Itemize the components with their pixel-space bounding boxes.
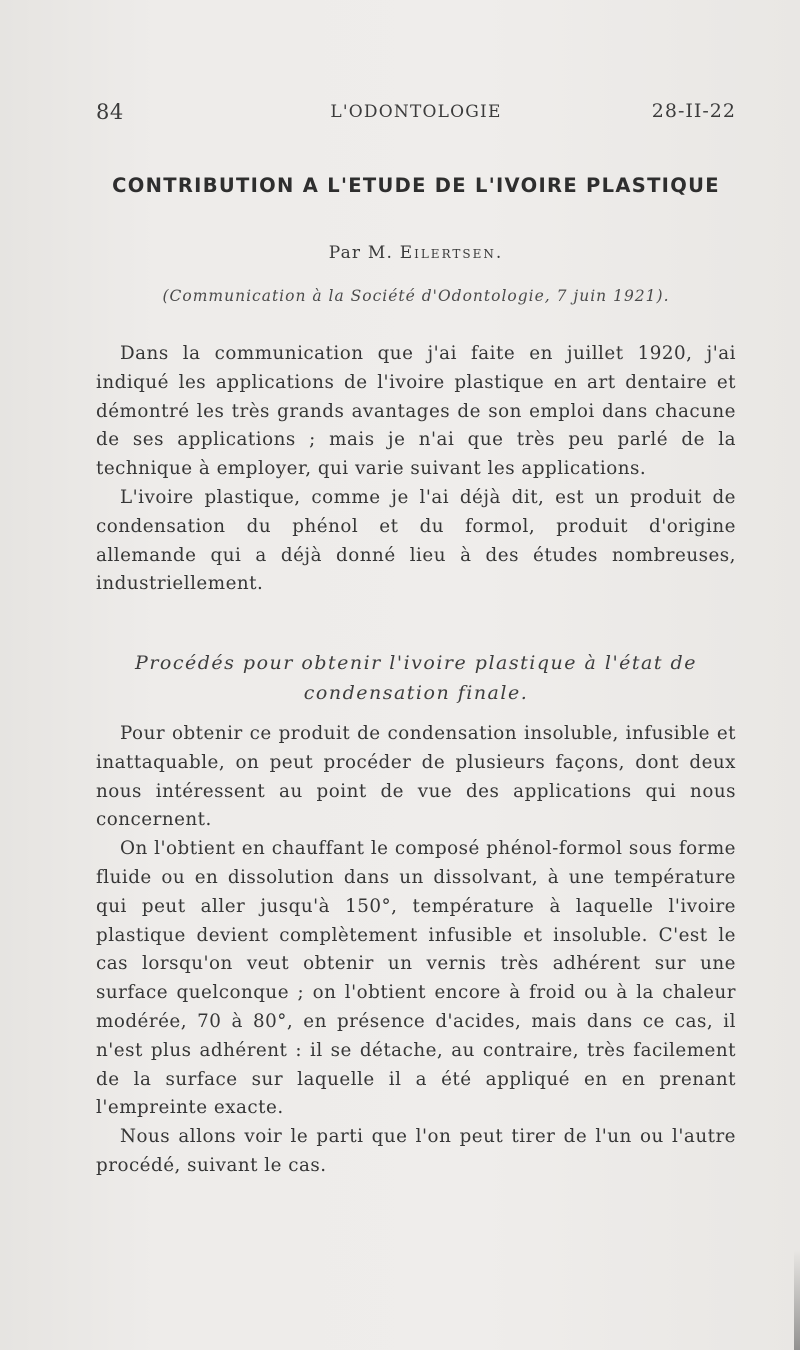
page-number: 84 <box>96 100 124 124</box>
intro-text <box>96 340 736 599</box>
paragraph: On l'obtient en chauffant le composé phénol-formol sous forme fluide ou en dissolution dans un dissolvant, à une température qui peut aller jusqu'à 150°, température à laquelle l'ivoire plastique devient complètement infusible et insoluble. C'est le cas lorsqu'on veut obtenir un vernis très adhérent sur une surface quelconque ; on l'obtient encore à froid ou à la chaleur modérée, 70 à 80°, en présence d'acides, mais dans ce cas, il n'est plus adhérent : il se détache, au contraire, très facilement de la surface sur laquelle il a été appliqué en en prenant l'empreinte exacte. <box>96 838 736 1119</box>
paragraph: L'ivoire plastique, comme je l'ai déjà dit, est un produit de condensation du phénol et du formol, produit d'origine allemande qui a déjà donné lieu à des études nombreuses, industriellement. <box>96 486 736 595</box>
running-header <box>96 100 736 130</box>
paragraph: Dans la communication que j'ai faite en juillet 1920, j'ai indiqué les applications de l'ivoire plastique en art dentaire et démontré les très grands avantages de son emploi dans chacune de ses applications ; mais je n'ai que très peu parlé de la technique à employer, qui varie suivant les applications. <box>96 343 736 480</box>
paragraph: Nous allons voir le parti que l'on peut tirer de l'un ou l'autre procédé, suivant le cas. <box>96 1126 736 1176</box>
paragraph: Pour obtenir ce produit de condensation insoluble, infusible et inattaquable, on peut procéder de plusieurs façons, dont deux nous intéressent au point de vue des applications qui nous concernent. <box>96 723 736 831</box>
author-name: Eilertsen. <box>399 243 504 263</box>
section-text <box>96 720 736 1181</box>
article-title: CONTRIBUTION A L'ETUDE DE L'IVOIRE PLASTIQUE <box>112 174 720 197</box>
issue-date: 28-II-22 <box>651 100 736 122</box>
page-edge-shadow <box>794 1250 800 1350</box>
section-heading: Procédés pour obtenir l'ivoire plastique à l'état de condensation finale. <box>135 652 697 704</box>
communication-note: (Communication à la Société d'Odontologie, 7 juin 1921). <box>162 287 670 305</box>
author-line <box>96 243 736 263</box>
journal-title: L'ODONTOLOGIE <box>330 102 502 122</box>
author-prefix: Par M. <box>328 243 394 263</box>
